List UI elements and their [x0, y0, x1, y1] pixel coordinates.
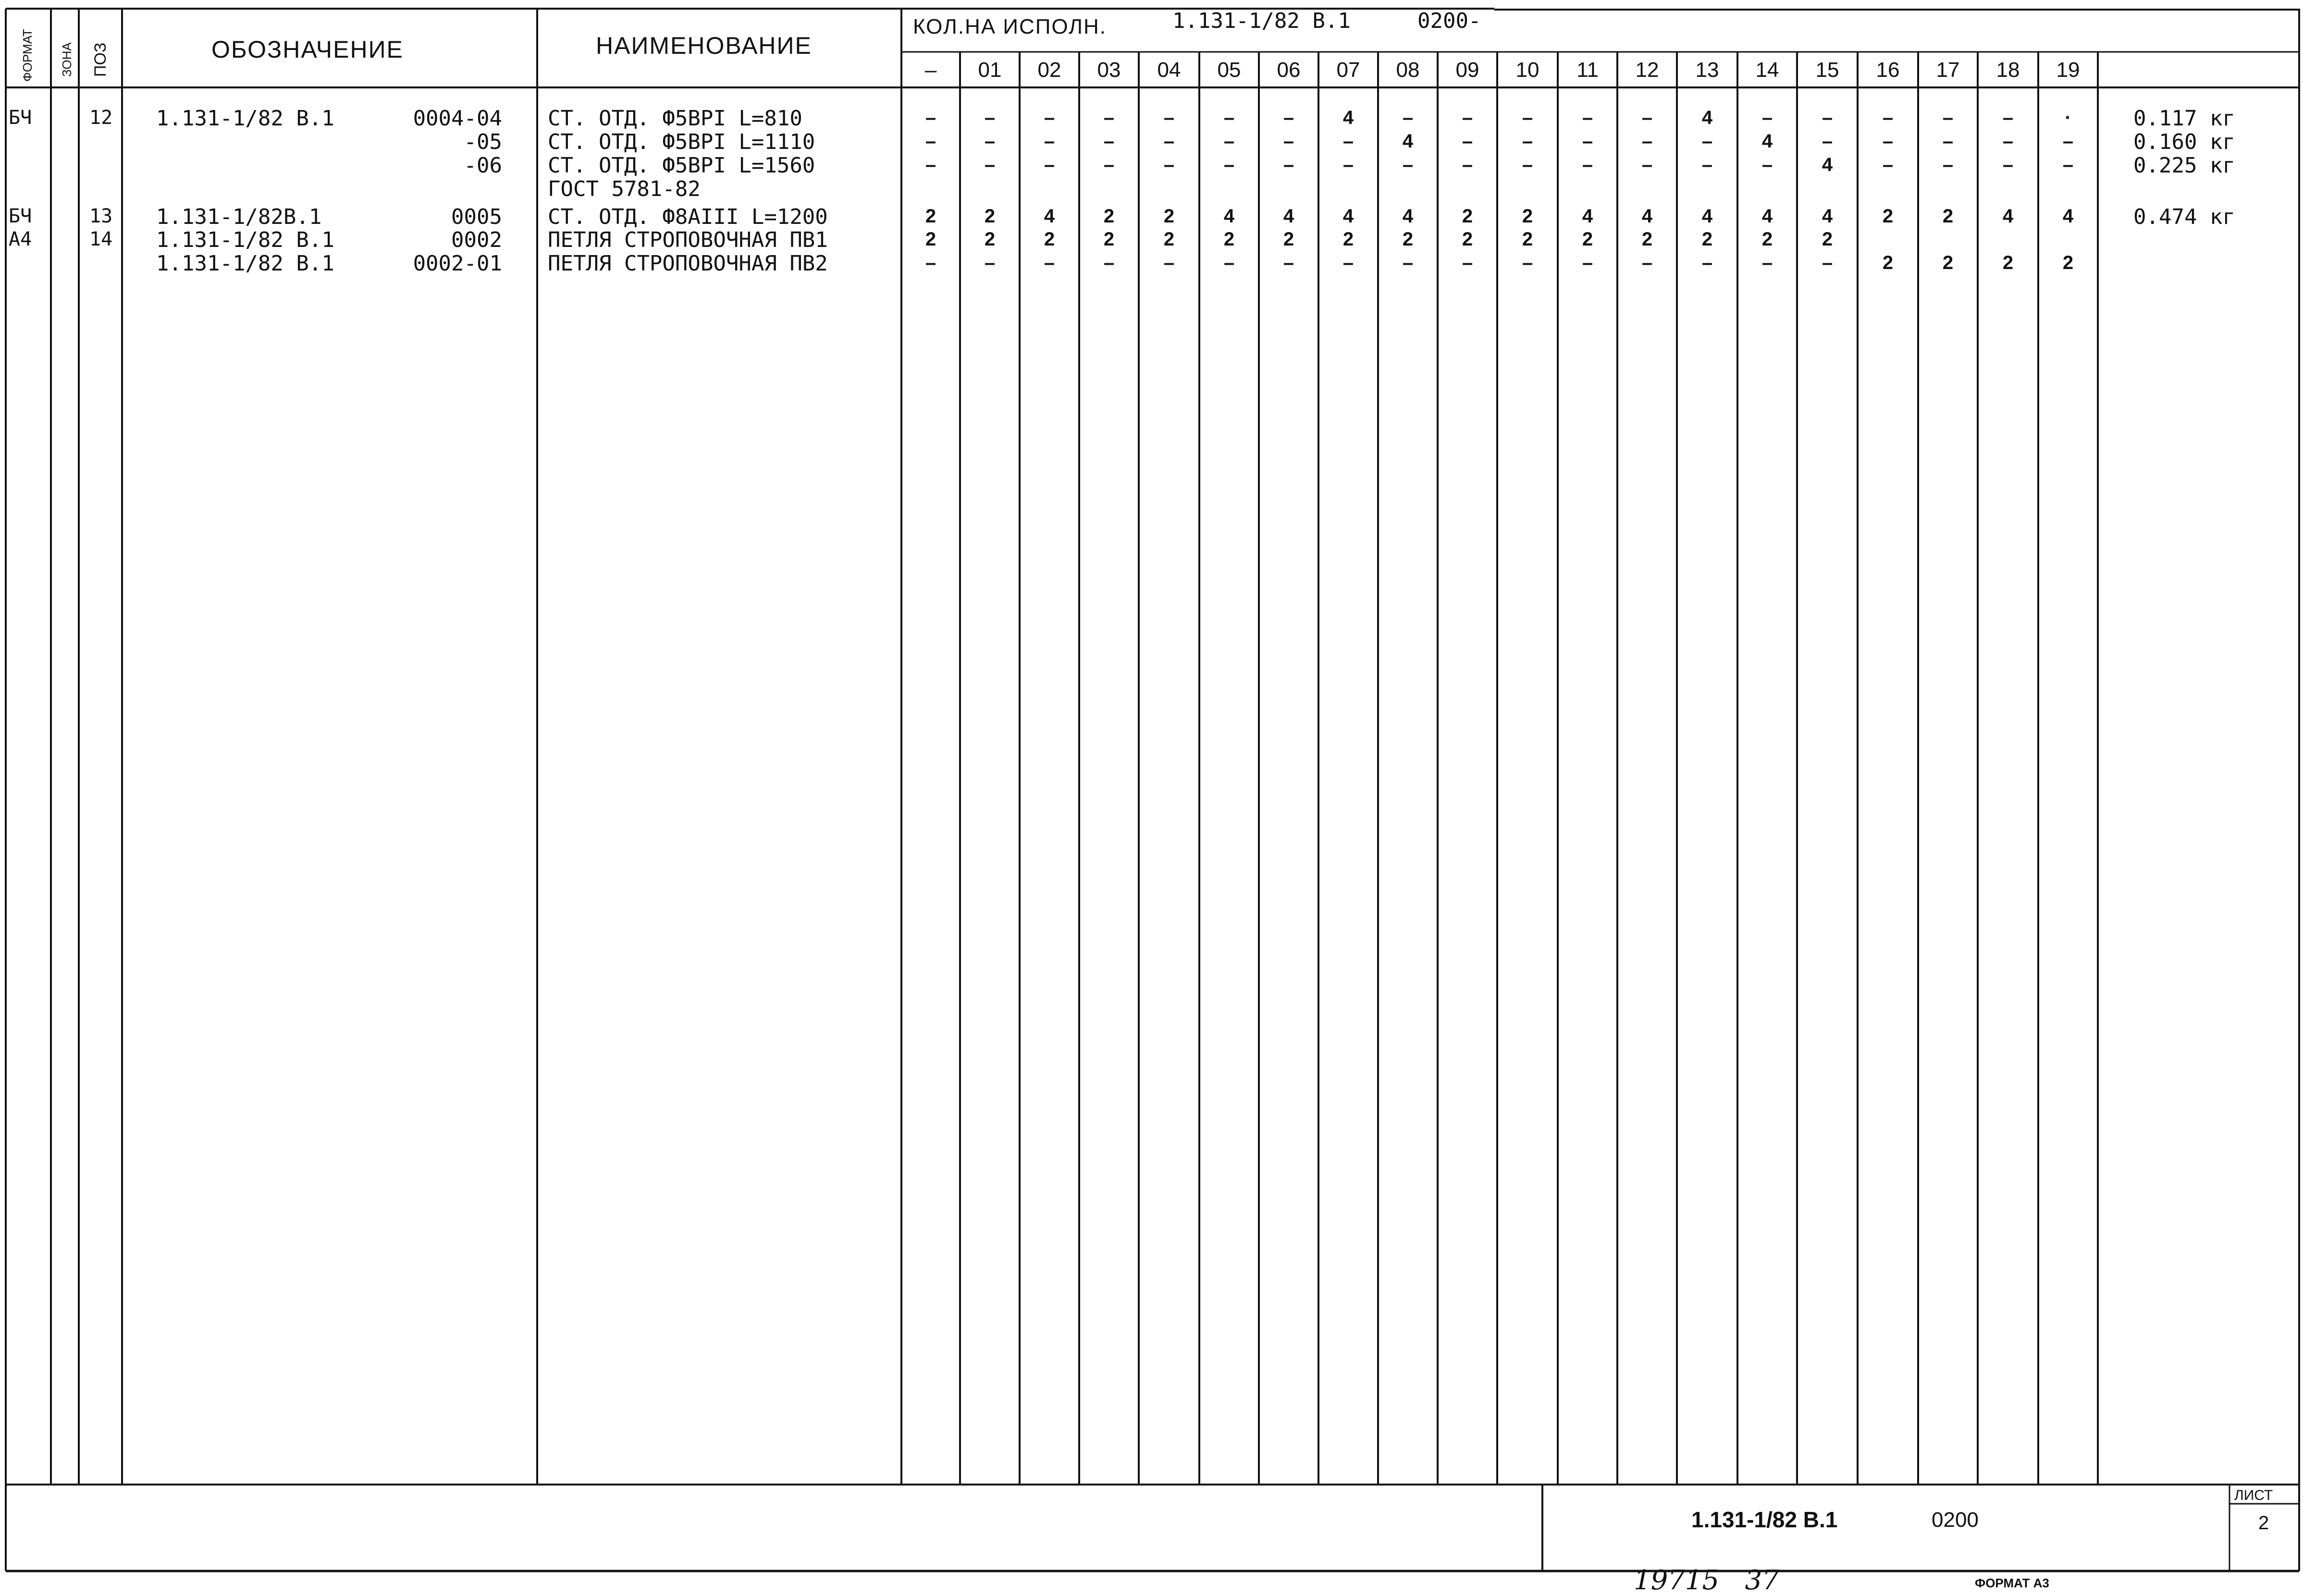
- qty-cell: –: [1822, 107, 1833, 128]
- qty-cell: 2: [1641, 229, 1653, 250]
- qty-cell: –: [925, 252, 936, 273]
- row-code: 0004-04: [413, 106, 502, 131]
- qty-cell: 4: [1822, 206, 1833, 227]
- qty-cell: –: [1342, 252, 1354, 273]
- qty-cell: –: [1641, 252, 1653, 273]
- qty-cell: 2: [1462, 229, 1473, 250]
- variant-header-19: 19: [2056, 58, 2080, 82]
- variant-header-8: 08: [1396, 58, 1420, 82]
- qty-cell: –: [1462, 154, 1473, 175]
- qty-cell: –: [1342, 154, 1354, 175]
- header-qty-doc: 1.131-1/82 В.1: [1172, 9, 1351, 33]
- qty-cell: 4: [1402, 206, 1414, 227]
- header-pos: ПОЗ: [91, 42, 110, 77]
- qty-cell: –: [1942, 131, 1954, 152]
- row-format: А4: [9, 228, 32, 250]
- row-code: -05: [464, 130, 502, 154]
- variant-header-2: 02: [1037, 58, 1061, 82]
- stamp-sheet-label: ЛИСТ: [2234, 1487, 2273, 1503]
- qty-cell: 2: [1103, 206, 1115, 227]
- qty-cell: –: [1163, 131, 1175, 152]
- qty-cell: –: [1882, 131, 1894, 152]
- qty-cell: –: [1462, 131, 1473, 152]
- variant-header-7: 07: [1336, 58, 1360, 82]
- format-label: ФОРМАТ А3: [1975, 1576, 2049, 1590]
- qty-cell: 4: [2062, 206, 2074, 227]
- qty-cell: 4: [1582, 206, 1593, 227]
- row-mass: 0.117 кг: [2133, 106, 2235, 131]
- qty-cell: –: [1641, 154, 1653, 175]
- row-mass: 0.160 кг: [2133, 130, 2235, 154]
- qty-cell: 2: [1462, 206, 1473, 227]
- qty-cell: –: [1103, 107, 1115, 128]
- qty-cell: 2: [1103, 229, 1115, 250]
- qty-cell: –: [1283, 131, 1294, 152]
- qty-cell: –: [1402, 107, 1414, 128]
- qty-cell: –: [1701, 154, 1713, 175]
- row-pos: 14: [89, 228, 113, 250]
- header-zone: ЗОНА: [60, 42, 74, 77]
- qty-cell: –: [1822, 131, 1833, 152]
- stamp-code: 0200: [1932, 1508, 1979, 1532]
- row-name: СТ. ОТД. Ф5ВРI L=1560: [548, 153, 815, 178]
- row-pos: 12: [89, 107, 113, 129]
- variant-header-6: 06: [1277, 58, 1301, 82]
- qty-cell: 2: [1044, 229, 1055, 250]
- qty-cell: 4: [1701, 206, 1713, 227]
- row-name: ГОСТ 5781-82: [548, 177, 701, 201]
- stamp-doc-number: 1.131-1/82 В.1: [1691, 1507, 1838, 1532]
- qty-cell: –: [1283, 252, 1294, 273]
- qty-cell: –: [1103, 252, 1115, 273]
- qty-cell: 4: [1761, 206, 1773, 227]
- header-qty-code: 0200-: [1417, 9, 1481, 33]
- row-code: 0005: [451, 205, 502, 229]
- stamp-sheet-number: 2: [2258, 1512, 2269, 1534]
- qty-cell: –: [2002, 154, 2014, 175]
- qty-cell: –: [1163, 252, 1175, 273]
- row-name: СТ. ОТД. Ф5ВРI L=810: [548, 106, 802, 131]
- qty-cell: –: [1044, 252, 1055, 273]
- qty-cell: 2: [1163, 229, 1175, 250]
- qty-cell: 4: [1402, 131, 1414, 152]
- qty-cell: 2: [1942, 206, 1954, 227]
- qty-cell: –: [1223, 154, 1235, 175]
- row-format: БЧ: [9, 107, 32, 129]
- qty-cell: –: [925, 154, 936, 175]
- qty-cell: 2: [1942, 252, 1954, 273]
- variant-header-3: 03: [1097, 58, 1121, 82]
- row-name: ПЕТЛЯ СТРОПОВОЧНАЯ ПВ2: [548, 251, 828, 276]
- qty-cell: 2: [1761, 229, 1773, 250]
- variant-header-13: 13: [1695, 58, 1719, 82]
- qty-cell: –: [2062, 131, 2074, 152]
- variant-header-18: 18: [1996, 58, 2020, 82]
- qty-cell: –: [1342, 131, 1354, 152]
- qty-cell: 4: [1761, 131, 1773, 152]
- qty-cell: –: [1283, 107, 1294, 128]
- qty-cell: 2: [1882, 252, 1894, 273]
- variant-header-15: 15: [1815, 58, 1839, 82]
- row-code: -06: [464, 153, 502, 178]
- qty-cell: –: [925, 107, 936, 128]
- qty-cell: –: [984, 154, 996, 175]
- row-code: 0002: [451, 228, 502, 252]
- qty-cell: 2: [1163, 206, 1175, 227]
- qty-cell: 2: [1402, 229, 1414, 250]
- qty-cell: 2: [1342, 229, 1354, 250]
- qty-cell: –: [1462, 252, 1473, 273]
- qty-cell: 4: [1701, 107, 1713, 128]
- qty-cell: 2: [1882, 206, 1894, 227]
- qty-cell: 2: [1223, 229, 1235, 250]
- row-designation: 1.131-1/82В.1: [156, 205, 322, 229]
- qty-cell: –: [1882, 107, 1894, 128]
- variant-header-0: –: [924, 58, 937, 82]
- variant-header-17: 17: [1936, 58, 1960, 82]
- qty-cell: –: [1044, 107, 1055, 128]
- variant-header-14: 14: [1755, 58, 1779, 82]
- qty-cell: –: [1223, 131, 1235, 152]
- qty-cell: –: [1582, 252, 1593, 273]
- row-code: 0002-01: [413, 251, 502, 276]
- qty-cell: –: [1701, 131, 1713, 152]
- qty-cell: 4: [1223, 206, 1235, 227]
- qty-cell: –: [1402, 154, 1414, 175]
- qty-cell: –: [1761, 252, 1773, 273]
- qty-cell: 2: [925, 206, 936, 227]
- header-designation: ОБОЗНАЧЕНИЕ: [211, 36, 404, 63]
- qty-cell: –: [1761, 107, 1773, 128]
- qty-cell: 4: [1283, 206, 1294, 227]
- qty-cell: –: [1942, 154, 1954, 175]
- qty-cell: 2: [984, 206, 996, 227]
- qty-cell: –: [1522, 131, 1533, 152]
- header-name: НАИМЕНОВАНИЕ: [596, 32, 812, 59]
- qty-cell: –: [1522, 252, 1533, 273]
- qty-cell: –: [1701, 252, 1713, 273]
- row-format: БЧ: [9, 205, 32, 227]
- qty-cell: –: [1582, 131, 1593, 152]
- qty-cell: –: [984, 107, 996, 128]
- qty-cell: 2: [1283, 229, 1294, 250]
- qty-cell: –: [1283, 154, 1294, 175]
- row-designation: 1.131-1/82 В.1: [156, 228, 334, 252]
- qty-cell: –: [984, 131, 996, 152]
- qty-cell: 2: [1582, 229, 1593, 250]
- qty-cell: –: [1223, 252, 1235, 273]
- qty-cell: –: [984, 252, 996, 273]
- qty-cell: –: [925, 131, 936, 152]
- qty-cell: 4: [1044, 206, 1055, 227]
- qty-cell: –: [1582, 107, 1593, 128]
- row-designation: 1.131-1/82 В.1: [156, 106, 334, 131]
- row-name: ПЕТЛЯ СТРОПОВОЧНАЯ ПВ1: [548, 228, 828, 252]
- variant-header-11: 11: [1576, 58, 1599, 82]
- qty-cell: 2: [984, 229, 996, 250]
- handwritten-number: 19715 37: [1634, 1565, 1779, 1596]
- row-mass: 0.225 кг: [2133, 153, 2235, 178]
- variant-header-16: 16: [1876, 58, 1900, 82]
- qty-cell: –: [1582, 154, 1593, 175]
- qty-cell: –: [1882, 154, 1894, 175]
- qty-cell: –: [2062, 154, 2074, 175]
- qty-cell: –: [1822, 252, 1833, 273]
- qty-cell: –: [1163, 107, 1175, 128]
- qty-cell: –: [1942, 107, 1954, 128]
- qty-cell: –: [1522, 154, 1533, 175]
- qty-cell: 2: [1701, 229, 1713, 250]
- qty-cell: –: [2002, 107, 2014, 128]
- variant-header-12: 12: [1635, 58, 1659, 82]
- qty-cell: 2: [925, 229, 936, 250]
- qty-cell: –: [1522, 107, 1533, 128]
- qty-cell: –: [1223, 107, 1235, 128]
- qty-cell: 2: [1822, 229, 1833, 250]
- qty-cell: –: [1163, 154, 1175, 175]
- variant-header-4: 04: [1157, 58, 1181, 82]
- qty-cell: –: [1103, 131, 1115, 152]
- qty-cell: –: [1402, 252, 1414, 273]
- variant-header-9: 09: [1455, 58, 1479, 82]
- qty-cell: –: [1761, 154, 1773, 175]
- qty-cell: 2: [2062, 252, 2074, 273]
- qty-cell: 4: [1342, 206, 1354, 227]
- row-mass: 0.474 кг: [2133, 205, 2235, 229]
- row-name: СТ. ОТД. Ф5ВРI L=1110: [548, 130, 815, 154]
- qty-cell: ·: [2065, 107, 2071, 128]
- qty-cell: –: [1103, 154, 1115, 175]
- variant-header-1: 01: [978, 58, 1002, 82]
- row-pos: 13: [89, 205, 113, 227]
- variant-header-5: 05: [1217, 58, 1241, 82]
- qty-cell: 4: [1641, 206, 1653, 227]
- qty-cell: 4: [1342, 107, 1354, 128]
- qty-cell: –: [1641, 131, 1653, 152]
- qty-cell: 2: [2002, 252, 2014, 273]
- header-format: ФОРМАТ: [20, 29, 35, 82]
- qty-cell: –: [1044, 131, 1055, 152]
- row-name: СТ. ОТД. Ф8АIII L=1200: [548, 205, 828, 229]
- row-designation: 1.131-1/82 В.1: [156, 251, 334, 276]
- qty-cell: 4: [1822, 154, 1833, 175]
- qty-cell: –: [1641, 107, 1653, 128]
- qty-cell: –: [1044, 154, 1055, 175]
- variant-header-10: 10: [1515, 58, 1539, 82]
- qty-cell: 4: [2002, 206, 2014, 227]
- header-qty-label: КОЛ.НА ИСПОЛН.: [913, 15, 1107, 38]
- qty-cell: –: [1462, 107, 1473, 128]
- qty-cell: 2: [1522, 206, 1533, 227]
- qty-cell: –: [2002, 131, 2014, 152]
- qty-cell: 2: [1522, 229, 1533, 250]
